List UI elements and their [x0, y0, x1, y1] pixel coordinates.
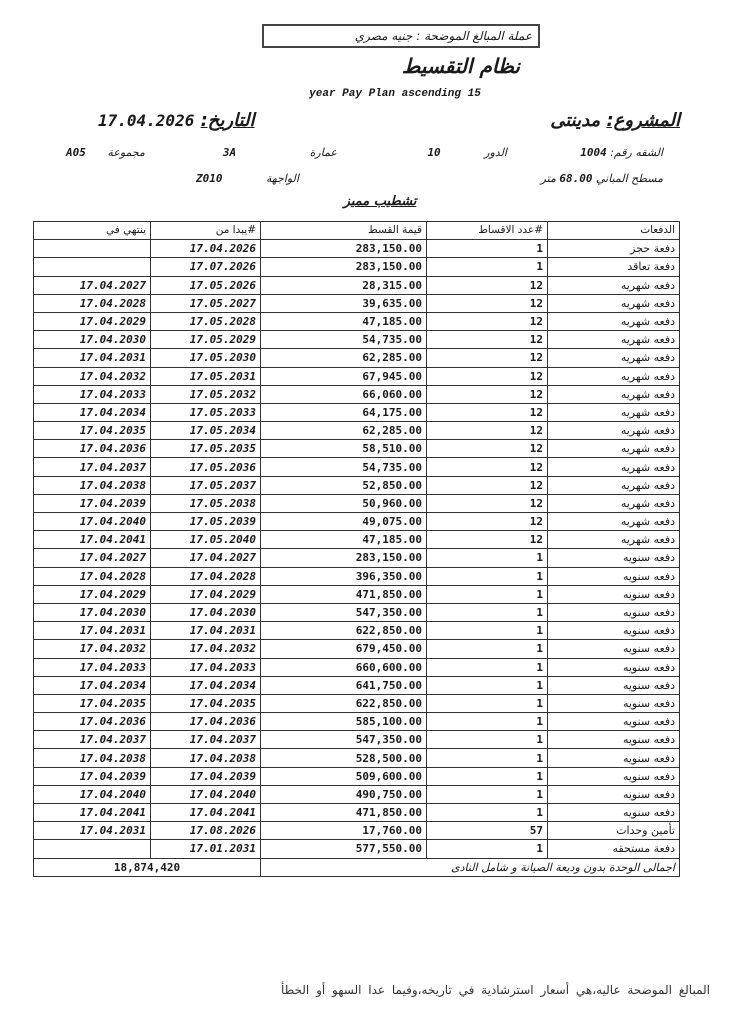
count-cell: 12: [427, 403, 548, 421]
count-cell: 12: [427, 367, 548, 385]
payment-type-cell: دفعه شهريه: [548, 476, 680, 494]
count-cell: 1: [427, 549, 548, 567]
amount-cell: 28,315.00: [261, 276, 427, 294]
end-date-cell: 17.04.2040: [34, 513, 151, 531]
area-unit: متر: [540, 172, 556, 185]
payment-type-cell: تأمين وحدات: [548, 822, 680, 840]
start-date-cell: 17.05.2034: [151, 422, 261, 440]
start-date-cell: 17.04.2036: [151, 713, 261, 731]
area-label: مسطح المباني: [596, 172, 663, 185]
count-cell: 1: [427, 567, 548, 585]
table-row: [34, 585, 680, 603]
table-row: [34, 676, 680, 694]
count-cell: 1: [427, 258, 548, 276]
count-cell: 1: [427, 603, 548, 621]
amount-cell: 660,600.00: [261, 658, 427, 676]
start-date-cell: 17.04.2038: [151, 749, 261, 767]
project-value: مدينتى: [550, 110, 601, 131]
amount-cell: 528,500.00: [261, 749, 427, 767]
end-date-cell: 17.04.2029: [34, 312, 151, 330]
table-row: [34, 549, 680, 567]
count-cell: 12: [427, 422, 548, 440]
start-date-cell: 17.04.2031: [151, 622, 261, 640]
payment-type-cell: دفعه شهريه: [548, 440, 680, 458]
amount-cell: 641,750.00: [261, 676, 427, 694]
end-date-cell: 17.04.2039: [34, 494, 151, 512]
total-label: اجمالى الوحدة بدون وديعة الصيانة و شامل النادى: [261, 858, 680, 876]
table-row: [34, 749, 680, 767]
payment-type-cell: دفعه شهريه: [548, 312, 680, 330]
end-date-cell: 17.04.2035: [34, 694, 151, 712]
amount-cell: 47,185.00: [261, 531, 427, 549]
start-date-cell: 17.05.2030: [151, 349, 261, 367]
start-date-cell: 17.05.2033: [151, 403, 261, 421]
end-date-cell: 17.04.2027: [34, 549, 151, 567]
table-row: [34, 349, 680, 367]
payment-type-cell: دفعه شهريه: [548, 422, 680, 440]
table-row: [34, 367, 680, 385]
facade-value: Z010: [196, 172, 223, 185]
building-label: عمارة: [309, 146, 337, 159]
count-cell: 1: [427, 694, 548, 712]
amount-cell: 17,760.00: [261, 822, 427, 840]
payment-type-cell: دفعه شهريه: [548, 331, 680, 349]
payment-type-cell: دفعه شهريه: [548, 294, 680, 312]
count-cell: 12: [427, 294, 548, 312]
table-row: [34, 440, 680, 458]
count-cell: 12: [427, 458, 548, 476]
start-date-cell: 17.04.2029: [151, 585, 261, 603]
payment-type-cell: دفعه سنويه: [548, 567, 680, 585]
total-value: 18,874,420: [34, 858, 261, 876]
start-date-cell: 17.04.2041: [151, 804, 261, 822]
table-row: [34, 312, 680, 330]
table-row: [34, 640, 680, 658]
group-value: A05: [66, 146, 86, 159]
disclaimer-note: المبالغ الموضحة عاليه،هي أسعار استرشادية في تاريخه،وفيما عدا السهو أو الخطأ: [281, 983, 710, 997]
amount-cell: 471,850.00: [261, 585, 427, 603]
count-cell: 12: [427, 494, 548, 512]
table-row: [34, 240, 680, 258]
end-date-cell: 17.04.2031: [34, 349, 151, 367]
payment-plan-table: [33, 221, 680, 877]
facade-info: [196, 172, 299, 185]
amount-cell: 622,850.00: [261, 694, 427, 712]
payment-type-cell: دفعه شهريه: [548, 531, 680, 549]
amount-cell: 58,510.00: [261, 440, 427, 458]
start-date-cell: 17.05.2040: [151, 531, 261, 549]
total-row: [34, 858, 680, 876]
end-date-cell: 17.04.2037: [34, 731, 151, 749]
amount-cell: 49,075.00: [261, 513, 427, 531]
amount-cell: 39,635.00: [261, 294, 427, 312]
currency-note: عملة المبالغ الموضحة : جنيه مصري: [262, 24, 540, 48]
end-date-cell: 17.04.2029: [34, 585, 151, 603]
payment-type-cell: دفعة حجز: [548, 240, 680, 258]
amount-cell: 283,150.00: [261, 240, 427, 258]
count-cell: 1: [427, 840, 548, 858]
payment-type-cell: دفعه سنويه: [548, 713, 680, 731]
table-row: [34, 403, 680, 421]
end-date-cell: 17.04.2034: [34, 403, 151, 421]
start-date-cell: 17.05.2037: [151, 476, 261, 494]
table-row: [34, 658, 680, 676]
start-date-cell: 17.05.2031: [151, 367, 261, 385]
table-row: [34, 458, 680, 476]
amount-cell: 547,350.00: [261, 731, 427, 749]
facade-label: الواجهة: [266, 172, 299, 185]
count-cell: 1: [427, 640, 548, 658]
table-row: [34, 694, 680, 712]
payment-type-cell: دفعه سنويه: [548, 640, 680, 658]
amount-cell: 64,175.00: [261, 403, 427, 421]
count-cell: 1: [427, 785, 548, 803]
amount-cell: 62,285.00: [261, 422, 427, 440]
count-cell: 1: [427, 713, 548, 731]
apartment-value: 1004: [580, 146, 607, 159]
area-value: 68.00: [559, 172, 593, 185]
floor-label: الدور: [484, 146, 507, 159]
col-header-type: الدفعات: [548, 222, 680, 240]
plan-subtitle: year Pay Plan ascending 15: [309, 88, 481, 100]
end-date-cell: 17.04.2032: [34, 640, 151, 658]
start-date-cell: 17.05.2032: [151, 385, 261, 403]
count-cell: 12: [427, 531, 548, 549]
end-date-cell: [34, 840, 151, 858]
table-row: [34, 531, 680, 549]
amount-cell: 62,285.00: [261, 349, 427, 367]
amount-cell: 283,150.00: [261, 549, 427, 567]
start-date-cell: 17.04.2037: [151, 731, 261, 749]
building-value: 3A: [222, 146, 237, 159]
amount-cell: 396,350.00: [261, 567, 427, 585]
table-row: [34, 294, 680, 312]
start-date-cell: 17.04.2032: [151, 640, 261, 658]
end-date-cell: 17.04.2038: [34, 749, 151, 767]
payment-type-cell: دفعه سنويه: [548, 785, 680, 803]
table-row: [34, 767, 680, 785]
amount-cell: 509,600.00: [261, 767, 427, 785]
table-row: [34, 476, 680, 494]
start-date-cell: 17.04.2026: [151, 240, 261, 258]
amount-cell: 679,450.00: [261, 640, 427, 658]
end-date-cell: 17.04.2033: [34, 658, 151, 676]
floor-info: [427, 146, 507, 159]
payment-type-cell: دفعه سنويه: [548, 767, 680, 785]
amount-cell: 471,850.00: [261, 804, 427, 822]
table-row: [34, 276, 680, 294]
count-cell: 12: [427, 349, 548, 367]
project-label: المشروع:: [606, 110, 680, 131]
count-cell: 12: [427, 276, 548, 294]
count-cell: 12: [427, 312, 548, 330]
end-date-cell: 17.04.2030: [34, 331, 151, 349]
floor-value: 10: [427, 146, 441, 159]
payment-type-cell: دفعه سنويه: [548, 676, 680, 694]
payment-type-cell: دفعه سنويه: [548, 694, 680, 712]
payment-type-cell: دفعه سنويه: [548, 549, 680, 567]
amount-cell: 47,185.00: [261, 312, 427, 330]
start-date-cell: 17.05.2035: [151, 440, 261, 458]
finishing-type: تشطيب مميز: [343, 194, 417, 209]
count-cell: 12: [427, 331, 548, 349]
group-label: مجموعة: [107, 146, 145, 159]
start-date-cell: 17.04.2030: [151, 603, 261, 621]
start-date-cell: 17.04.2033: [151, 658, 261, 676]
count-cell: 1: [427, 658, 548, 676]
start-date-cell: 17.05.2039: [151, 513, 261, 531]
start-date-cell: 17.07.2026: [151, 258, 261, 276]
col-header-end: ينتهي في: [34, 222, 151, 240]
table-header-row: [34, 222, 680, 240]
end-date-cell: 17.04.2033: [34, 385, 151, 403]
end-date-cell: 17.04.2038: [34, 476, 151, 494]
col-header-amount: قيمة القسط: [261, 222, 427, 240]
amount-cell: 67,945.00: [261, 367, 427, 385]
end-date-cell: 17.04.2036: [34, 440, 151, 458]
payment-type-cell: دفعه سنويه: [548, 603, 680, 621]
start-date-cell: 17.04.2040: [151, 785, 261, 803]
amount-cell: 577,550.00: [261, 840, 427, 858]
start-date-cell: 17.04.2028: [151, 567, 261, 585]
count-cell: 12: [427, 513, 548, 531]
table-row: [34, 331, 680, 349]
start-date-cell: 17.01.2031: [151, 840, 261, 858]
amount-cell: 54,735.00: [261, 331, 427, 349]
table-row: [34, 385, 680, 403]
end-date-cell: 17.04.2036: [34, 713, 151, 731]
end-date-cell: [34, 240, 151, 258]
end-date-cell: 17.04.2031: [34, 622, 151, 640]
col-header-start: #يبدا من: [151, 222, 261, 240]
date-label: التاريخ:: [200, 110, 255, 131]
payment-type-cell: دفعة تعاقد: [548, 258, 680, 276]
count-cell: 1: [427, 804, 548, 822]
date-line: [98, 110, 255, 131]
amount-cell: 622,850.00: [261, 622, 427, 640]
end-date-cell: 17.04.2027: [34, 276, 151, 294]
payment-type-cell: دفعه شهريه: [548, 513, 680, 531]
project-line: [550, 110, 680, 131]
count-cell: 1: [427, 585, 548, 603]
count-cell: 12: [427, 440, 548, 458]
table-row: [34, 494, 680, 512]
table-row: [34, 513, 680, 531]
count-cell: 1: [427, 676, 548, 694]
amount-cell: 585,100.00: [261, 713, 427, 731]
end-date-cell: 17.04.2028: [34, 567, 151, 585]
end-date-cell: [34, 258, 151, 276]
end-date-cell: 17.04.2041: [34, 804, 151, 822]
payment-type-cell: دفعه سنويه: [548, 585, 680, 603]
table-row: [34, 804, 680, 822]
amount-cell: 490,750.00: [261, 785, 427, 803]
start-date-cell: 17.05.2028: [151, 312, 261, 330]
start-date-cell: 17.04.2034: [151, 676, 261, 694]
count-cell: 1: [427, 622, 548, 640]
area-info: [541, 172, 663, 185]
page-title: نظام التقسيط: [401, 54, 520, 78]
payment-type-cell: دفعه شهريه: [548, 494, 680, 512]
amount-cell: 283,150.00: [261, 258, 427, 276]
count-cell: 1: [427, 749, 548, 767]
table-row: [34, 840, 680, 858]
payment-type-cell: دفعه شهريه: [548, 367, 680, 385]
end-date-cell: 17.04.2037: [34, 458, 151, 476]
start-date-cell: 17.05.2027: [151, 294, 261, 312]
table-row: [34, 822, 680, 840]
payment-type-cell: دفعه شهريه: [548, 276, 680, 294]
table-row: [34, 422, 680, 440]
start-date-cell: 17.04.2035: [151, 694, 261, 712]
count-cell: 57: [427, 822, 548, 840]
start-date-cell: 17.04.2027: [151, 549, 261, 567]
date-value: 17.04.2026: [98, 111, 195, 130]
building-info: [223, 146, 337, 159]
end-date-cell: 17.04.2030: [34, 603, 151, 621]
end-date-cell: 17.04.2041: [34, 531, 151, 549]
group-info: [66, 146, 145, 159]
table-row: [34, 567, 680, 585]
payment-type-cell: دفعه شهريه: [548, 458, 680, 476]
amount-cell: 54,735.00: [261, 458, 427, 476]
start-date-cell: 17.05.2036: [151, 458, 261, 476]
end-date-cell: 17.04.2039: [34, 767, 151, 785]
payment-type-cell: دفعه سنويه: [548, 622, 680, 640]
start-date-cell: 17.05.2029: [151, 331, 261, 349]
payment-type-cell: دفعة مستحقه: [548, 840, 680, 858]
payment-type-cell: دفعه شهريه: [548, 349, 680, 367]
end-date-cell: 17.04.2032: [34, 367, 151, 385]
table-row: [34, 713, 680, 731]
payment-type-cell: دفعه سنويه: [548, 658, 680, 676]
payment-type-cell: دفعه شهريه: [548, 385, 680, 403]
start-date-cell: 17.08.2026: [151, 822, 261, 840]
apartment-label: الشقه رقم:: [610, 146, 663, 159]
apartment-info: [580, 146, 663, 159]
payment-type-cell: دفعه شهريه: [548, 403, 680, 421]
amount-cell: 66,060.00: [261, 385, 427, 403]
table-row: [34, 622, 680, 640]
amount-cell: 52,850.00: [261, 476, 427, 494]
count-cell: 12: [427, 476, 548, 494]
payment-type-cell: دفعه سنويه: [548, 731, 680, 749]
col-header-count: #عدد الاقساط: [427, 222, 548, 240]
end-date-cell: 17.04.2031: [34, 822, 151, 840]
start-date-cell: 17.05.2038: [151, 494, 261, 512]
start-date-cell: 17.04.2039: [151, 767, 261, 785]
table-row: [34, 258, 680, 276]
count-cell: 12: [427, 385, 548, 403]
payment-type-cell: دفعه سنويه: [548, 804, 680, 822]
payment-type-cell: دفعه سنويه: [548, 749, 680, 767]
end-date-cell: 17.04.2035: [34, 422, 151, 440]
end-date-cell: 17.04.2028: [34, 294, 151, 312]
table-row: [34, 731, 680, 749]
end-date-cell: 17.04.2034: [34, 676, 151, 694]
end-date-cell: 17.04.2040: [34, 785, 151, 803]
count-cell: 1: [427, 767, 548, 785]
count-cell: 1: [427, 731, 548, 749]
amount-cell: 50,960.00: [261, 494, 427, 512]
amount-cell: 547,350.00: [261, 603, 427, 621]
count-cell: 1: [427, 240, 548, 258]
table-row: [34, 785, 680, 803]
table-row: [34, 603, 680, 621]
start-date-cell: 17.05.2026: [151, 276, 261, 294]
